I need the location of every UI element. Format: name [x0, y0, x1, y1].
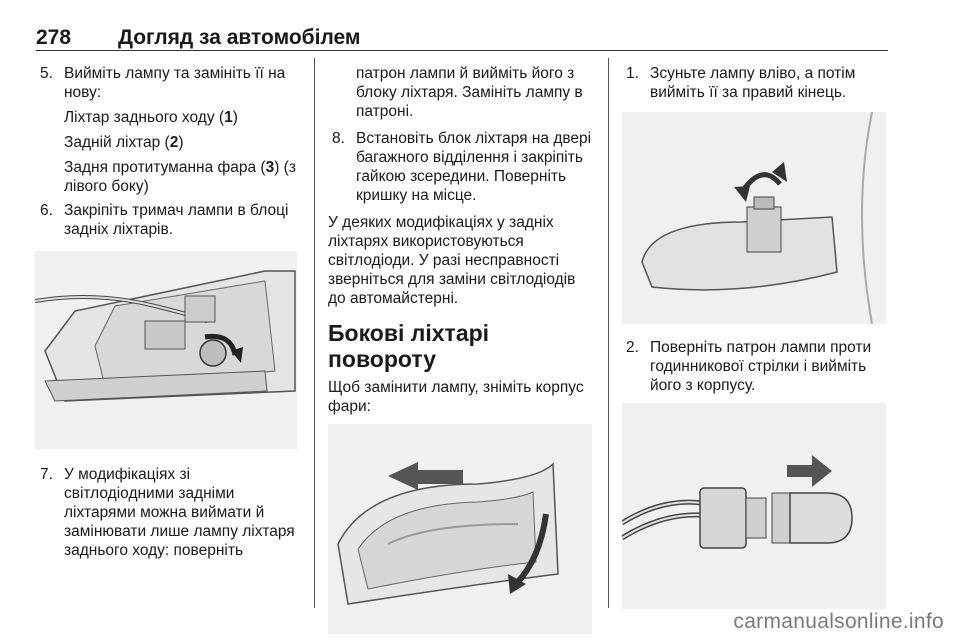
step-1: 1. Зсуньте лампу вліво, а потім вийміть її за правий кінець. [626, 65, 856, 101]
page-title: Догляд за автомобілем [118, 26, 361, 49]
bulb-removal-illustration [622, 403, 886, 609]
step-5: 5. Вийміть лампу та замініть її на нову: [40, 65, 286, 101]
column-3 [622, 64, 888, 609]
watermark: carmanualsonline.info [733, 610, 944, 633]
tail-light-illustration [35, 251, 297, 449]
step-8: 8. Встановіть блок ліхтаря на двері багажного відділення і закріпіть гайкою зсередини. Поверніть кришку на місце. [332, 130, 592, 204]
led-note: У деяких модифікаціях у задніх ліхтарях використовуються світлодіоди. У разі несправності зверніться для заміни світлодіодів до автомайстерні. [328, 214, 576, 307]
section-intro: Щоб замінити лампу, зніміть корпус фари: [328, 379, 584, 415]
step-6: 6. Закріпіть тримач лампи в блоці задніх ліхтарів. [40, 202, 289, 238]
header-rule [36, 50, 888, 51]
page-number: 278 [36, 26, 72, 49]
lamp-slide-illustration [622, 112, 886, 324]
sub-item-tail-light: Задній ліхтар (2) [64, 134, 184, 151]
section-heading: Бокові ліхтарі повороту [328, 320, 490, 372]
step-7: 7. У модифікаціях зі світлодіодними задніми ліхтарями можна виймати й замінювати лише лампу ліхтаря заднього ходу: поверніть [40, 466, 295, 559]
column-2 [328, 64, 594, 634]
side-indicator-removal-illustration [328, 424, 592, 634]
column-divider-1 [314, 58, 315, 608]
step-7-continued: патрон лампи й вийміть його з блоку ліхтаря. Замініть лампу в патроні. [356, 65, 583, 120]
column-1 [36, 64, 304, 565]
sub-item-fog-light: Задня протитуманна фара (3) (з лівого боку) [64, 159, 296, 195]
sub-item-reverse-light: Ліхтар заднього ходу (1) [64, 109, 238, 126]
step-2: 2. Поверніть патрон лампи проти годинникової стрілки і вийміть його з корпусу. [626, 339, 872, 394]
page-header [36, 18, 888, 52]
column-divider-2 [608, 58, 609, 608]
